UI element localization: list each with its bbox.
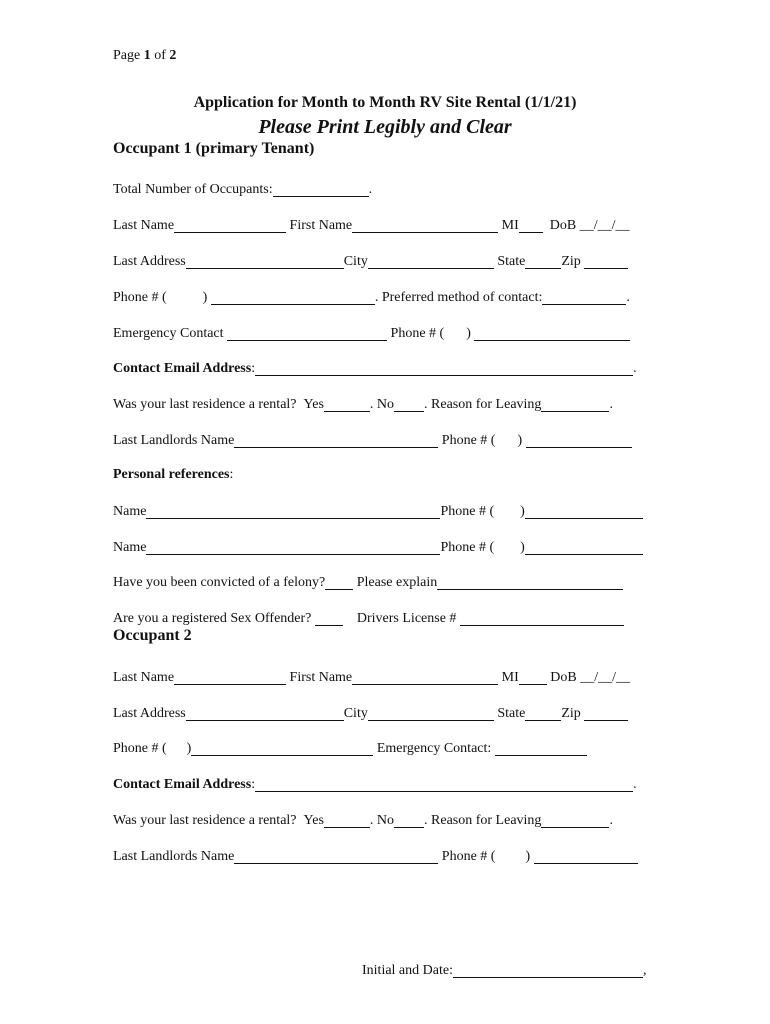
- occ1-landlord-phone-input[interactable]: [526, 433, 632, 448]
- occ1-last-name-input[interactable]: [174, 218, 286, 233]
- occ1-address-row: [113, 253, 628, 271]
- occ2-landlord-row: Last Landlords Name Phone # ( ): [113, 848, 638, 866]
- occ1-landlord-area-code-input[interactable]: [495, 433, 517, 447]
- occ2-reason-input[interactable]: [541, 813, 609, 828]
- occupant1-heading: Occupant 1 (primary Tenant): [113, 140, 315, 157]
- occ1-name-row: [113, 217, 630, 235]
- total-occupants-input[interactable]: [273, 182, 369, 197]
- occ2-first-name-label: First Name: [289, 670, 353, 685]
- occ1-dob-input[interactable]: __/__/__: [579, 218, 630, 233]
- occ1-emergency-row: Emergency Contact Phone # ( ): [113, 325, 630, 343]
- occ1-address-input[interactable]: [186, 254, 344, 269]
- occ2-no-label: No: [376, 813, 395, 828]
- initial-date-label: Initial and Date:: [362, 963, 453, 978]
- occ2-city-label: City: [343, 706, 368, 721]
- personal-references-heading: Personal references:: [113, 467, 234, 482]
- occ2-email-label: Contact Email Address: [113, 777, 252, 792]
- initial-date-input[interactable]: [453, 963, 643, 978]
- occ2-phone-label: Phone # (: [113, 741, 167, 756]
- dob-label: DoB: [549, 218, 577, 233]
- occ2-phone-row: Phone # ( ) Emergency Contact:: [113, 740, 587, 758]
- felony-explain-input[interactable]: [437, 575, 623, 590]
- occ2-landlord-phone-input[interactable]: [534, 849, 638, 864]
- occ2-rental-no-input[interactable]: [394, 813, 424, 828]
- occ1-email-input[interactable]: [255, 361, 633, 376]
- no-label: No: [376, 397, 395, 412]
- drivers-license-input[interactable]: [460, 611, 624, 626]
- occ1-first-name-input[interactable]: [352, 218, 498, 233]
- emergency-contact-label: Emergency Contact: [113, 326, 224, 341]
- rental-question: Was your last residence a rental?: [113, 397, 297, 412]
- occ2-reason-label: . Reason for Leaving: [424, 813, 542, 828]
- occ2-phone-input[interactable]: [191, 741, 373, 756]
- occ1-phone-input[interactable]: [211, 290, 375, 305]
- occ2-emergency-input[interactable]: [495, 741, 587, 756]
- occ2-email-input[interactable]: [255, 777, 633, 792]
- reference-1-area-code-input[interactable]: [494, 504, 520, 518]
- reference-1-name-label: Name: [113, 504, 147, 519]
- explain-label: Please explain: [356, 575, 438, 590]
- sex-offender-question: Are you a registered Sex Offender?: [113, 611, 312, 626]
- page-indicator: Page 1 of 2: [113, 48, 177, 63]
- mi-label: MI: [501, 218, 519, 233]
- sex-offender-row: [113, 610, 624, 628]
- drivers-license-label: Drivers License #: [356, 611, 457, 626]
- form-subtitle: Please Print Legibly and Clear: [258, 116, 512, 138]
- occ1-rental-yes-input[interactable]: [324, 397, 370, 412]
- occ2-yes-label: Yes: [303, 813, 324, 828]
- occ2-landlord-phone-label: Phone # (: [441, 849, 496, 864]
- occ2-rental-yes-input[interactable]: [324, 813, 370, 828]
- occ2-first-name-input[interactable]: [352, 670, 498, 685]
- occ1-reason-input[interactable]: [541, 397, 609, 412]
- occ2-mi-label: MI: [501, 670, 519, 685]
- occ1-city-input[interactable]: [368, 254, 494, 269]
- phone-label: Phone # (: [113, 290, 167, 305]
- landlord-label: Last Landlords Name: [113, 433, 235, 448]
- emergency-phone-label: Phone # (: [390, 326, 445, 341]
- reference-2-area-code-input[interactable]: [494, 540, 520, 554]
- occ1-state-input[interactable]: [525, 254, 561, 269]
- felony-row: [113, 574, 623, 592]
- occ2-name-row: [113, 669, 630, 687]
- initial-date-row: Initial and Date: ,: [362, 963, 647, 978]
- occ2-emergency-label: Emergency Contact:: [376, 741, 492, 756]
- occ1-emergency-contact-input[interactable]: [227, 326, 387, 341]
- felony-question: Have you been convicted of a felony?: [113, 575, 326, 590]
- occ1-mi-input[interactable]: [519, 218, 543, 233]
- total-occupants-row: Total Number of Occupants: .: [113, 182, 373, 197]
- occ2-rental-row: Was your last residence a rental? Yes . No . Reason for Leaving .: [113, 813, 613, 828]
- occ1-rental-row: Was your last residence a rental? Yes . No . Reason for Leaving .: [113, 397, 613, 412]
- occ2-last-name-input[interactable]: [174, 670, 286, 685]
- occ2-mi-input[interactable]: [519, 670, 547, 685]
- sex-offender-answer-input[interactable]: [315, 611, 343, 626]
- yes-label: Yes: [303, 397, 324, 412]
- felony-answer-input[interactable]: [325, 575, 353, 590]
- reference-1-phone-label: Phone # (: [440, 504, 495, 519]
- last-address-label: Last Address: [113, 254, 186, 269]
- reference-2-name-input[interactable]: [146, 540, 440, 555]
- occ2-address-row: [113, 705, 628, 723]
- occ1-area-code-input[interactable]: [167, 290, 203, 304]
- occ2-landlord-input[interactable]: [234, 849, 438, 864]
- preferred-contact-label: . Preferred method of contact:: [374, 290, 543, 305]
- email-label: Contact Email Address: [113, 361, 252, 376]
- occ2-email-row: Contact Email Address: .: [113, 777, 637, 792]
- reference-2-phone-label: Phone # (: [440, 540, 495, 555]
- zip-label: Zip: [561, 254, 581, 269]
- occ2-rental-question: Was your last residence a rental?: [113, 813, 297, 828]
- reference-2-name-label: Name: [113, 540, 147, 555]
- reference-2-row: Name Phone # ( ): [113, 539, 643, 557]
- reason-label: . Reason for Leaving: [424, 397, 542, 412]
- occ1-emergency-phone-input[interactable]: [474, 326, 630, 341]
- occ1-zip-input[interactable]: [584, 254, 628, 269]
- occ1-email-row: Contact Email Address: .: [113, 361, 637, 376]
- state-label: State: [497, 254, 526, 269]
- occ1-preferred-contact-input[interactable]: [542, 290, 626, 305]
- occ1-landlord-row: Last Landlords Name Phone # ( ): [113, 432, 632, 450]
- occ2-state-input[interactable]: [525, 706, 561, 721]
- occ2-city-input[interactable]: [368, 706, 494, 721]
- occ2-last-name-label: Last Name: [113, 670, 175, 685]
- occ2-zip-input[interactable]: [584, 706, 628, 721]
- occ1-rental-no-input[interactable]: [394, 397, 424, 412]
- occ2-landlord-label: Last Landlords Name: [113, 849, 235, 864]
- form-title: Application for Month to Month RV Site Rental (1/1/21): [193, 94, 577, 111]
- reference-1-row: Name Phone # ( ): [113, 503, 643, 521]
- city-label: City: [343, 254, 368, 269]
- occ2-state-label: State: [497, 706, 526, 721]
- last-name-label: Last Name: [113, 218, 175, 233]
- occ2-dob-input[interactable]: __/__/__: [580, 670, 630, 685]
- reference-1-name-input[interactable]: [146, 504, 440, 519]
- occ2-area-code-input[interactable]: [167, 741, 187, 755]
- reference-1-phone-input[interactable]: [525, 504, 643, 519]
- total-occupants-label: Total Number of Occupants:: [113, 182, 273, 197]
- landlord-phone-label: Phone # (: [441, 433, 496, 448]
- occ1-phone-row: Phone # ( ) . Preferred method of contact: .: [113, 290, 630, 305]
- occupant2-heading: Occupant 2: [113, 627, 192, 644]
- reference-2-phone-input[interactable]: [525, 540, 643, 555]
- first-name-label: First Name: [289, 218, 353, 233]
- occ1-landlord-input[interactable]: [234, 433, 438, 448]
- occ2-zip-label: Zip: [561, 706, 581, 721]
- occ1-em-area-code-input[interactable]: [444, 326, 466, 340]
- occ2-address-input[interactable]: [186, 706, 344, 721]
- occ2-address-label: Last Address: [113, 706, 186, 721]
- occ2-dob-label: DoB: [550, 670, 577, 685]
- occ2-landlord-area-code-input[interactable]: [495, 849, 525, 863]
